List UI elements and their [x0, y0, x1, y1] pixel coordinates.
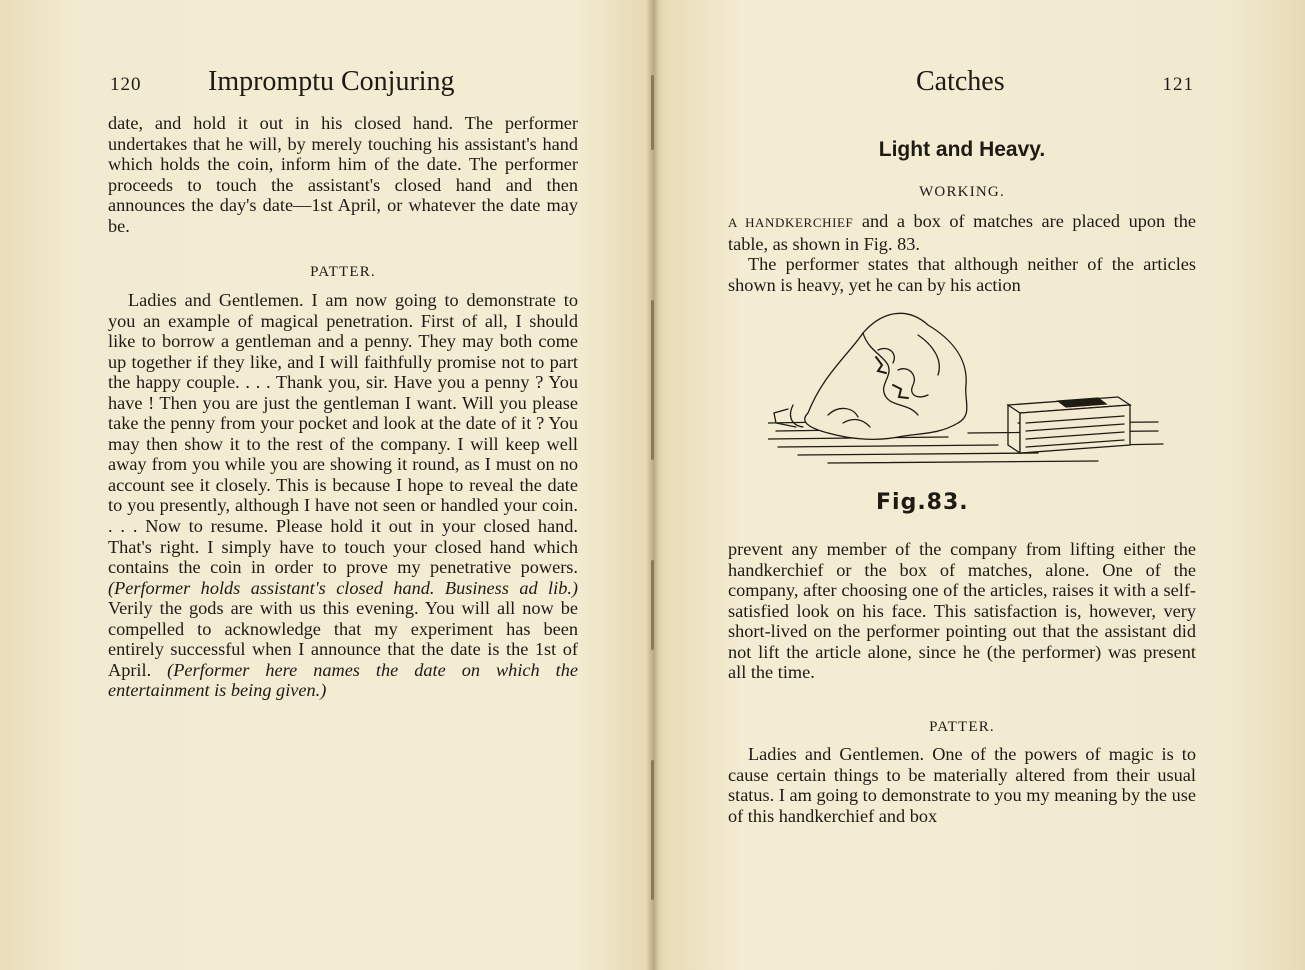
stage-direction: (Performer holds assistant's closed hand. Business ad lib.) — [108, 577, 578, 598]
stage-direction: (Performer here names the date on which the entertainment is being given.) — [108, 659, 578, 701]
working-lead: A HANDKERCHIEF — [728, 215, 854, 230]
binding-stitch — [651, 75, 654, 150]
running-title: Catches — [916, 66, 1005, 97]
left-page — [108, 0, 578, 970]
patter-text: Ladies and Gentlemen. I am now going to demonstrate to you an example of magical penetration. First of all, I should like to borrow a gentleman and a penny. They may both come up together if they like, and I will faithfully promise not to part the happy couple. . . . Thank you, sir. Have you a penny ? You have ! Then you are just the gentleman I want. Will you please take the penny from your pocket and look at the date of it ? You may then show it to the rest of the company. I will keep well away from you while you are showing it round, as I must on no account see it closely. This is because I hope to reveal the date to you presently, although I have not seen or handled your coin. . . . Now to resume. Please hold it out in your closed hand. That's right. I simply have to touch your closed hand which contains the coin in order to prove my penetrative powers. — [108, 290, 578, 578]
patter-body — [728, 744, 1196, 826]
patter-section — [108, 262, 578, 283]
patter-text-continued: Verily the gods are with us this evening. You will all now be compelled to acknowledge that my experiment has been entirely successful when I announce that the date is the 1st of April. — [108, 598, 578, 680]
patter-body — [108, 290, 578, 701]
right-page — [728, 0, 1196, 970]
working-paragraph-2: The performer states that although neither of the articles shown is heavy, yet he can by his action — [728, 254, 1196, 295]
body-text-after-figure — [728, 539, 1196, 683]
figure-caption: Fig.83. — [876, 490, 969, 515]
working-heading: WORKING. — [919, 184, 1005, 200]
section-title: Light and Heavy. — [878, 138, 1046, 161]
page-number: 121 — [1162, 74, 1194, 95]
patter-paragraph: Ladies and Gentlemen. One of the powers of magic is to cause certain things to be materially altered from their usual status. I am going to demonstrate to you my meaning by the use of this handkerchief and box — [728, 744, 1196, 826]
patter-heading: PATTER. — [929, 719, 995, 735]
running-head — [108, 66, 578, 100]
patter-heading: PATTER. — [310, 264, 376, 280]
patter-paragraph — [108, 290, 578, 701]
body-text-top — [108, 113, 578, 236]
binding-stitch — [651, 560, 654, 650]
binding-stitch — [651, 760, 654, 900]
working-body — [728, 211, 1196, 295]
working-section — [728, 184, 1196, 201]
working-paragraph — [728, 211, 1196, 254]
handkerchief-matchbox-illustration — [768, 305, 1168, 475]
patter-section — [728, 717, 1196, 738]
paragraph: date, and hold it out in his closed hand. The performer undertakes that he will, by merely touching his assistant's hand which holds the coin, inform him of the date. The performer proceeds to touch the assistant's closed hand and then announces the day's date—1st April, or whatever the date may be. — [108, 113, 578, 236]
running-title: Impromptu Conjuring — [208, 66, 455, 97]
running-head — [728, 66, 1196, 100]
working-text: and a box of matches are placed upon the table, as shown in Fig. 83. — [728, 211, 1196, 254]
paragraph: prevent any member of the company from lifting either the handkerchief or the box of matches, alone. One of the company, after choosing one of the articles, raises it with a self-satisfied look on his face. This satisfaction is, however, very short-lived on the performer pointing out that the assistant did not lift the article alone, since he (the performer) was present all the time. — [728, 539, 1196, 683]
binding-stitch — [651, 300, 654, 460]
page-number: 120 — [110, 74, 142, 95]
